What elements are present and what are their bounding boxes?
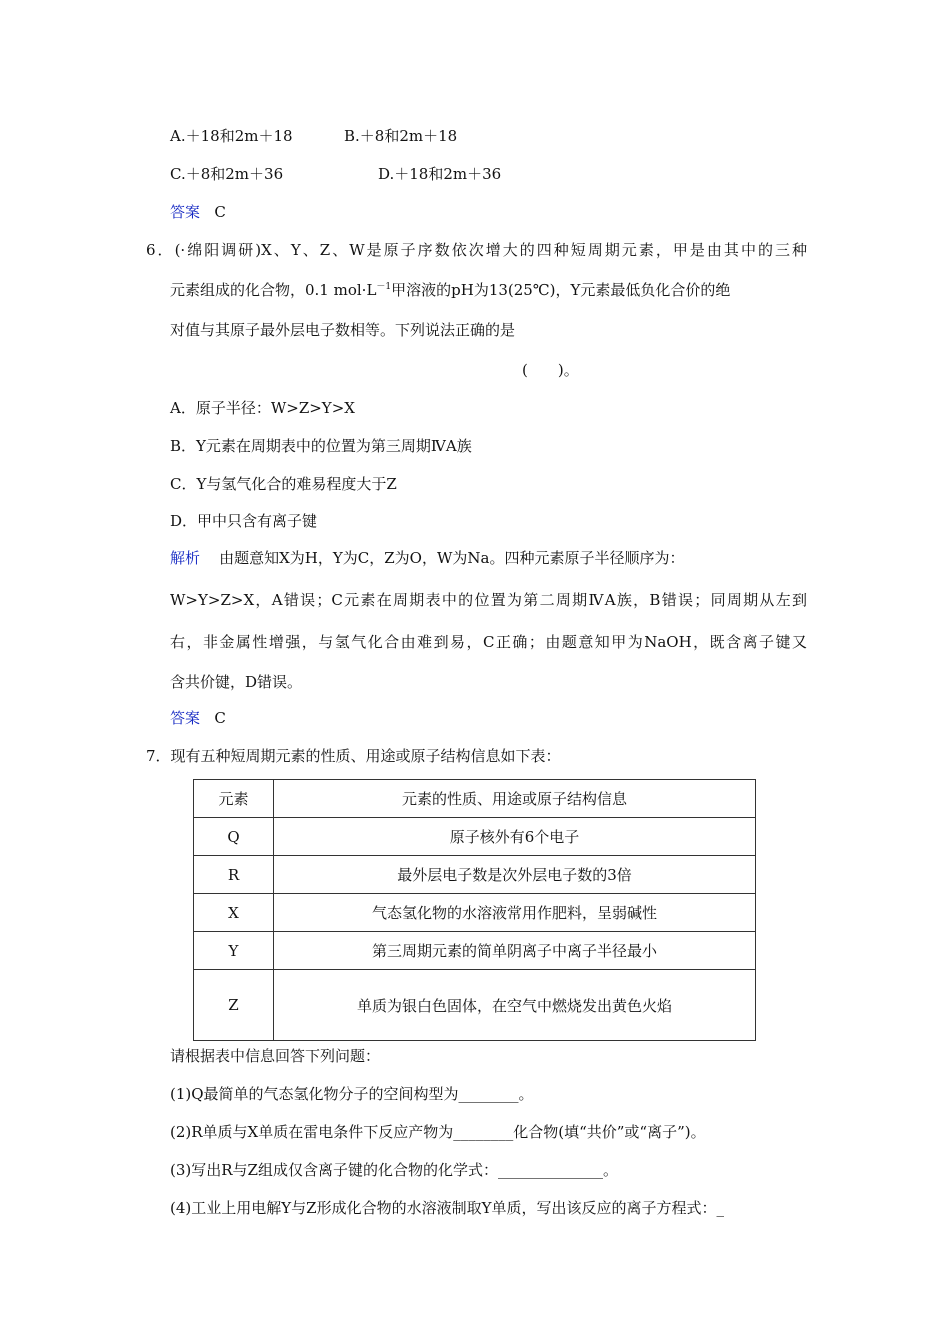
table-row [194,932,756,970]
q5-option-a: A.＋18和2m＋18 [170,127,293,145]
q6-analysis-line1 [170,548,684,568]
q6-answer-blank: ( )。 [522,361,579,379]
q6-answer [170,708,226,728]
table-cell-info: 单质为银白色固体，在空气中燃烧发出黄色火焰 [274,970,756,1041]
q5-answer [170,202,226,222]
q5-option-b: B.＋8和2m＋18 [344,127,458,145]
analysis-text-1: 由题意知X为H，Y为C，Z为O，W为Na。四种元素原子半径顺序为： [219,549,685,567]
table-cell-element: X [194,894,274,932]
q6-stem-line1: 6．(·绵阳调研)X、Y、Z、W是原子序数依次增大的四种短周期元素，甲是由其中的三种 [146,241,807,259]
q6-stem-line2-b: 甲溶液的pH为13(25℃)，Y元素最低负化合价的绝 [391,281,731,299]
q7-stem: 7．现有五种短周期元素的性质、用途或原子结构信息如下表： [146,747,561,765]
table-cell-info: 气态氢化物的水溶液常用作肥料，呈弱碱性 [274,894,756,932]
table-row [194,856,756,894]
analysis-label: 解析 [170,549,201,567]
table-cell-element: Q [194,818,274,856]
q7-subquestion-4: (4)工业上用电解Y与Z形成化合物的水溶液制取Y单质，写出该反应的离子方程式：_ [170,1199,724,1217]
q7-subquestion-1: (1)Q最简单的气态氢化物分子的空间构型为________。 [170,1085,534,1103]
table-row [194,818,756,856]
table-row [194,894,756,932]
q6-stem-line2-a: 元素组成的化合物，0.1 mol·L [170,281,377,299]
table-cell-info: 原子核外有6个电子 [274,818,756,856]
q6-stem-line2 [170,280,730,300]
answer-label: 答案 [170,203,201,221]
q6-analysis-line3: 右，非金属性增强，与氢气化合由难到易，C正确；由题意知甲为NaOH，既含离子键又 [170,633,807,651]
table-cell-element: Y [194,932,274,970]
q5-option-c: C.＋8和2m＋36 [170,165,284,183]
table-header-row [194,780,756,818]
table-cell-info: 第三周期元素的简单阴离子中离子半径最小 [274,932,756,970]
table-cell-info: 最外层电子数是次外层电子数的3倍 [274,856,756,894]
q5-option-d: D.＋18和2m＋36 [378,165,502,183]
element-info-table [193,779,756,1041]
q6-option-a: A．原子半径：W>Z>Y>X [170,399,355,417]
q6-stem-line2-sup: －1 [376,282,392,292]
table-header-element: 元素 [194,780,274,818]
answer-label: 答案 [170,709,201,727]
table-cell-element: Z [194,970,274,1041]
q6-option-d: D．甲中只含有离子键 [170,512,318,530]
q7-subquestion-3: (3)写出R与Z组成仅含离子键的化合物的化学式：______________。 [170,1161,618,1179]
answer-value: C [214,203,226,221]
answer-value: C [214,709,226,727]
table-header-info: 元素的性质、用途或原子结构信息 [274,780,756,818]
q7-subquestion-2: (2)R单质与X单质在雷电条件下反应产物为________化合物(填“共价”或“离子”)。 [170,1123,706,1141]
q6-option-b: B．Y元素在周期表中的位置为第三周期ⅣA族 [170,437,472,455]
table-cell-element: R [194,856,274,894]
q6-analysis-line2: W>Y>Z>X，A错误；C元素在周期表中的位置为第二周期ⅣA族，B错误；同周期从左到 [170,591,807,609]
q6-option-c: C．Y与氢气化合的难易程度大于Z [170,475,397,493]
q7-prompt: 请根据表中信息回答下列问题： [170,1047,381,1065]
table-row [194,970,756,1041]
q6-stem-line3: 对值与其原子最外层电子数相等。下列说法正确的是 [170,321,516,339]
q6-analysis-line4: 含共价键，D错误。 [170,673,303,691]
